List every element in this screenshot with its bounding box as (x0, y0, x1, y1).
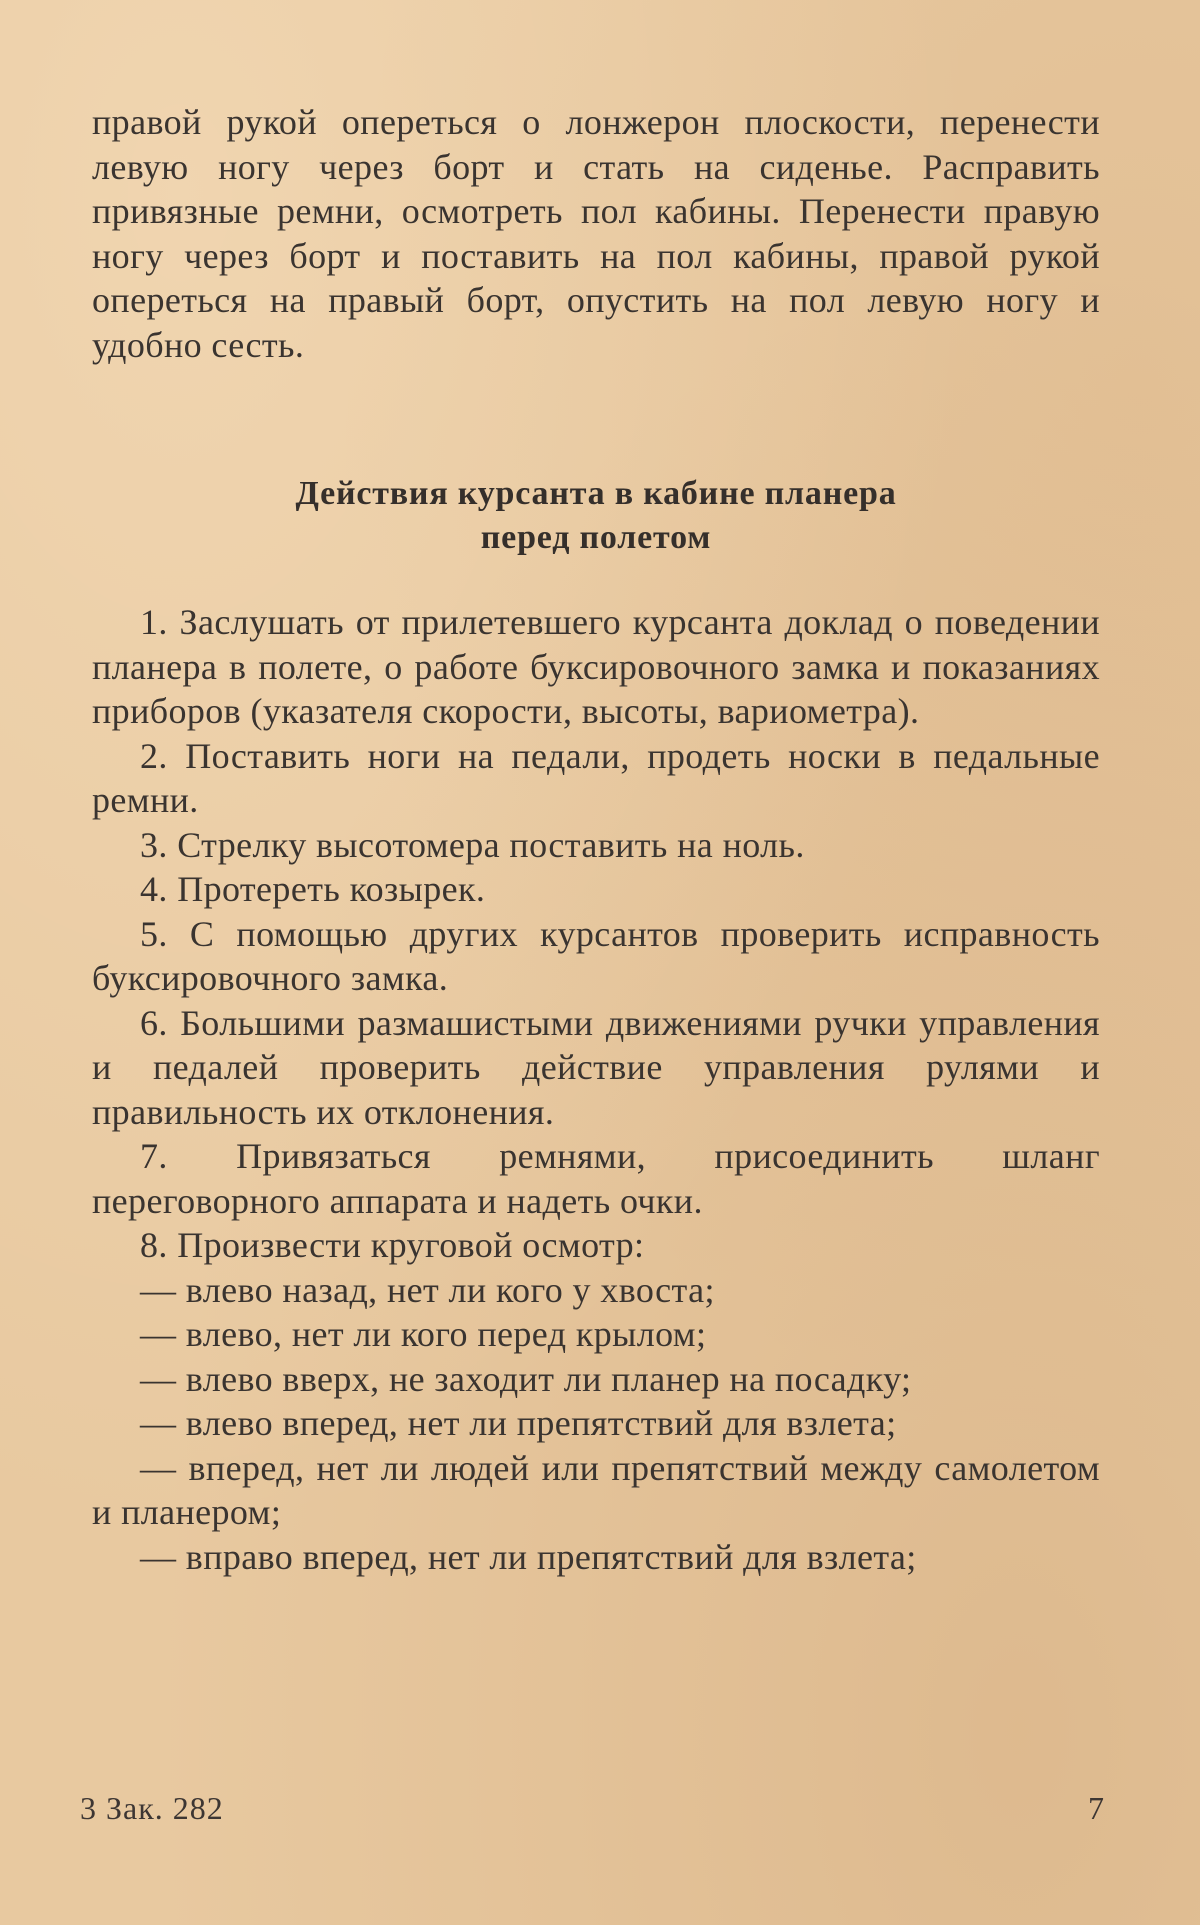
list-item: — влево, нет ли кого перед крылом; (140, 1314, 707, 1354)
list-item: 8. Произвести круговой осмотр: (140, 1225, 645, 1265)
instruction-list (92, 600, 1100, 1579)
section-heading-line-1: Действия курсанта в кабине планера (295, 475, 897, 512)
list-item: — вправо вперед, нет ли препятствий для взлета; (140, 1536, 917, 1577)
list-item: — влево вперед, нет ли препятствий для взлета; (140, 1403, 897, 1443)
list-item: 6. Большими размашистыми движениями ручки управления и педалей проверить действие управления рулями и правильность их отклонения. (92, 1002, 1100, 1132)
list-item: 3. Стрелку высотомера поставить на ноль. (140, 824, 805, 865)
list-item: — вперед, нет ли людей или препятствий между самолетом и планером; (92, 1447, 1100, 1532)
list-item: 4. Протереть козырек. (140, 869, 486, 909)
list-item: — влево назад, нет ли кого у хвоста; (140, 1269, 715, 1310)
list-item: 1. Заслушать от прилетевшего курсанта доклад о поведении планера в полете, о работе буксировочного замка и показаниях приборов (указателя скорости, высоты, вариометра). (92, 602, 1100, 731)
list-item: 7. Привязаться ремнями, присоединить шланг переговорного аппарата и надеть очки. (92, 1136, 1100, 1221)
page-number: 7 (1088, 1790, 1104, 1826)
printer-signature: 3 Зак. 282 (80, 1790, 224, 1826)
list-item: 2. Поставить ноги на педали, продеть носки в педальные ремни. (92, 735, 1100, 820)
intro-paragraph: правой рукой опереться о лонжерон плоскости, перенести левую ногу через борт и стать на сиденье. Расправить привязные ремни, осмотреть пол кабины. Перенести правую ногу через борт и поставить на пол кабины, правой рукой опереться на правый борт, опустить на пол левую ногу и удобно сесть. (92, 102, 1100, 365)
section-heading-line-2: перед полетом (480, 519, 712, 556)
page-footer (80, 1786, 1104, 1836)
section-heading (92, 472, 1100, 560)
list-item: 5. С помощью других курсантов проверить исправность буксировочного замка. (92, 913, 1100, 998)
list-item: — влево вверх, не заходит ли планер на посадку; (140, 1358, 912, 1399)
